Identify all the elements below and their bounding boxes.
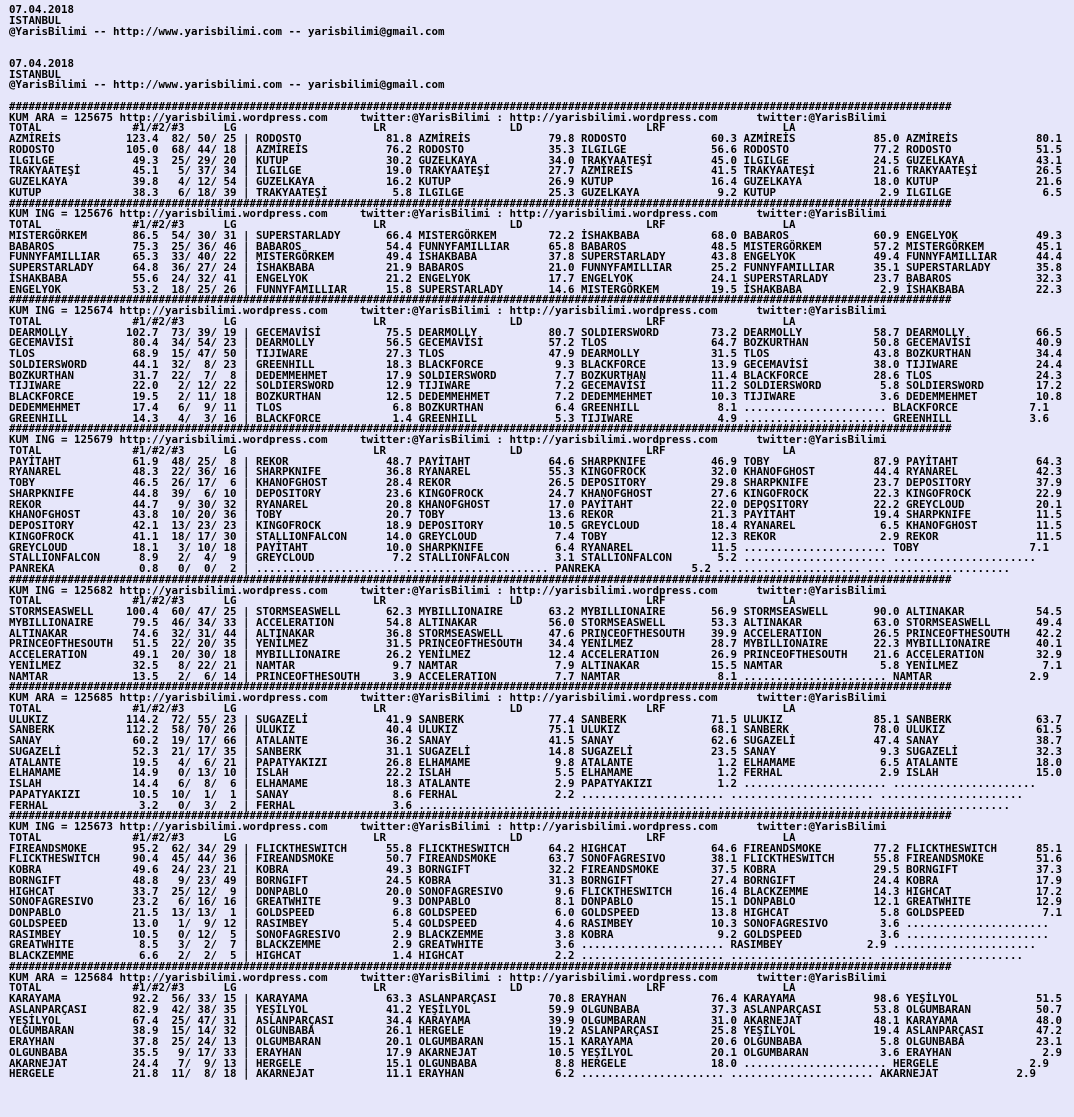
race-section [9,196,1074,296]
result-row: TLOS 68.9 15/ 47/ 50 | TIJIWARE 27.3 TLOS 47.9 DEARMOLLY 31.5 TLOS 43.8 BOZKURTHAN 34.4 [9,347,1063,360]
race-section [9,295,1074,424]
header-line: ISTANBUL [9,13,62,27]
result-row: FUNNYFAMILLIAR 65.3 33/ 40/ 22 | MISTERGÖRKEM 49.4 İSHAKBABA 37.8 SUPERSTARLADY 43.8 ENGELYOK 49.4 FUNNYFAMILLIAR 44.4 [9,250,1063,264]
separator-line: ################################################################################################################################################# [9,196,952,210]
result-row: GECEMAVİSİ 80.4 34/ 54/ 23 | DEARMOLLY 56.5 GECEMAVİSİ 57.2 TLOS 64.7 BOZKURTHAN 50.8 GECEMAVİSİ 40.9 [9,336,1063,350]
header-line: @YarisBilimi -- http://www.yarisbilimi.com -- yarisbilimi@gmail.com [9,78,445,92]
result-row: GOLDSPEED 13.0 1/ 9/ 12 | RASIMBEY 5.4 GOLDSPEED 4.6 RASIMBEY 10.3 SONOFAGRESIVO 3.6 ...................... [9,916,1050,930]
result-row: NAMTAR 13.5 2/ 6/ 14 | PRINCEOFTHESOUTH 3.9 ACCELERATION 7.7 NAMTAR 8.1 ...................... NAMTAR 2.9 [9,669,1050,683]
separator-line: ################################################################################################################################################# [9,809,952,823]
header-line [9,48,1074,59]
result-row: DONPABLO 21.5 13/ 13/ 1 | GOLDSPEED 6.8 GOLDSPEED 6.0 GOLDSPEED 13.8 HIGHCAT 5.8 GOLDSPEED 7.1 [9,906,1063,919]
race-title-line: KUM ARA = 125675 http://yarisbilimi.wordpress.com twitter:@YarisBilimi : http://yarisbilimi.wordpress.com twitter:@YarisBilimi [9,110,887,124]
race-title-line: KUM ARA = 125684 http://yarisbilimi.wordpress.com twitter:@YarisBilimi : http://yarisbilimi.wordpress.com twitter:@YarisBilimi [9,970,887,984]
result-row: RYANAREL 48.3 22/ 36/ 16 | SHARPKNIFE 36.8 RYANAREL 55.3 KINGOFROCK 32.0 KHANOFGHOST 44.4 RYANAREL 42.3 [9,465,1063,479]
race-title-line: KUM ING = 125679 http://yarisbilimi.wordpress.com twitter:@YarisBilimi : http://yarisbilimi.wordpress.com twitter:@YarisBilimi [9,433,887,446]
result-row: ELHAMAME 14.9 0/ 13/ 10 | ISLAH 22.2 ISLAH 5.5 ELHAMAME 1.2 FERHAL 2.9 ISLAH 15.0 [9,766,1063,780]
result-row: YEŞİLYOL 67.4 25/ 47/ 31 | ASLANPARÇASI 34.4 KARAYAMA 39.9 OLGUMBARAN 31.0 AKARNEJAT 48.1 KARAYAMA 48.0 [9,1013,1063,1027]
separator-line: ################################################################################################################################################# [9,293,952,307]
header-line: @YarisBilimi -- http://www.yarisbilimi.com -- yarisbilimi@gmail.com [9,24,445,38]
column-header-line: TOTAL #1/#2/#3 LG LR LD LRF LA [9,443,796,457]
header-line [9,37,1074,48]
result-row: DEDEMMEHMET 17.4 6/ 9/ 11 | TLOS 6.8 BOZKURTHAN 6.4 GREENHILL 8.1 ...................... BLACKFORCE 7.1 [9,400,1050,414]
race-title-line: KUM ING = 125673 http://yarisbilimi.wordpress.com twitter:@YarisBilimi : http://yarisbilimi.wordpress.com twitter:@YarisBilimi [9,820,887,833]
result-row: KARAYAMA 92.2 56/ 33/ 15 | KARAYAMA 63.3 ASLANPARÇASI 70.8 ERAYHAN 76.4 KARAYAMA 98.6 YEŞİLYOL 51.5 [9,992,1063,1005]
race-section [9,99,1074,199]
column-header-line: TOTAL #1/#2/#3 LG LR LD LRF LA [9,218,796,231]
result-row: TIJIWARE 22.0 2/ 12/ 22 | SOLDIERSWORD 12.9 TIJIWARE 7.2 GECEMAVİSİ 11.2 SOLDIERSWORD 5.8 SOLDIERSWORD 17.2 [9,379,1063,393]
result-row: RODOSTO 105.0 68/ 44/ 18 | AZMİREİS 76.2 RODOSTO 35.3 ILGILGE 56.6 RODOSTO 77.2 RODOSTO 51.5 [9,142,1063,156]
race-title-line: KUM ARA = 125685 http://yarisbilimi.wordpress.com twitter:@YarisBilimi : http://yarisbilimi.wordpress.com twitter:@YarisBilimi [9,691,887,704]
race-section [9,572,1074,683]
race-section [9,424,1074,575]
result-row: FLICKTHESWITCH 90.4 45/ 44/ 36 | FIREANDSMOKE 50.7 FIREANDSMOKE 63.7 SONOFAGRESIVO 38.1 FLICKTHESWITCH 55.8 FIREANDSMOKE 51.6 [9,852,1063,866]
result-row: GREENHILL 14.3 4/ 3/ 16 | BLACKFORCE 1.4 GREENHILL 5.3 TIJIWARE 4.9 ...................... GREENHILL 3.6 [9,411,1050,425]
result-row: PAPATYAKIZI 10.5 10/ 1/ 1 | SANAY 8.6 FERHAL 2.2 ...................... ...................... ...................... [9,787,1024,801]
separator-line: ################################################################################################################################################# [9,99,952,113]
result-row: ILGILGE 49.3 25/ 29/ 20 | KUTUP 30.2 GUZELKAYA 34.0 TRAKYAATEŞİ 45.0 ILGILGE 24.5 GUZELKAYA 43.1 [9,153,1063,167]
result-row: PAYİTAHT 61.9 48/ 25/ 8 | REKOR 48.7 PAYİTAHT 64.6 SHARPKNIFE 46.9 TOBY 87.9 PAYİTAHT 64.3 [9,454,1063,468]
result-row: STORMSEASWELL 100.4 60/ 47/ 25 | STORMSEASWELL 62.3 MYBILLIONAIRE 63.2 MYBILLIONAIRE 56.9 STORMSEASWELL 90.0 ALTINAKAR 54.5 [9,605,1063,618]
result-row: HERGELE 21.8 11/ 8/ 18 | AKARNEJAT 11.1 ERAYHAN 6.2 ...................... ...................... AKARNEJAT 2.9 [9,1067,1037,1081]
result-row: BLACKZEMME 6.6 2/ 2/ 5 | HIGHCAT 1.4 HIGHCAT 2.2 ...................... ...................... ...................... [9,949,1024,962]
result-row: GUZELKAYA 39.8 4/ 12/ 54 | GUZELKAYA 16.2 KUTUP 26.9 KUTUP 16.4 GUZELKAYA 18.0 KUTUP 21.6 [9,175,1063,188]
column-header-line: TOTAL #1/#2/#3 LG LR LD LRF LA [9,981,796,995]
result-row: BOZKURTHAN 31.7 22/ 7/ 8 | DEDEMMEHMET 17.9 SOLDIERSWORD 7.7 BOZKURTHAN 11.4 BLACKFORCE 28.6 TLOS 24.3 [9,368,1063,382]
race-section [9,959,1074,1081]
header-line: 07.04.2018 [9,3,75,16]
result-row: SOLDIERSWORD 44.1 32/ 8/ 23 | GREENHILL 18.3 BLACKFORCE 9.3 BLACKFORCE 13.9 GECEMAVİSİ 38.0 TIJIWARE 24.4 [9,357,1063,371]
result-row: FERHAL 3.2 0/ 3/ 2 | FERHAL 3.6 ...................... ...................... ...................... ...................... [9,798,1011,812]
race-title-line: KUM ING = 125676 http://yarisbilimi.wordpress.com twitter:@YarisBilimi : http://yarisbilimi.wordpress.com twitter:@YarisBilimi [9,207,887,221]
result-row: TRAKYAATEŞİ 45.1 5/ 37/ 34 | ILGILGE 19.0 TRAKYAATEŞİ 27.7 AZMİREİS 41.5 TRAKYAATEŞİ 21.6 TRAKYAATEŞİ 26.5 [9,164,1063,178]
result-row: RASIMBEY 10.5 0/ 12/ 5 | SONOFAGRESIVO 2.9 BLACKZEMME 3.8 KOBRA 9.2 GOLDSPEED 3.6 ...................... [9,927,1050,941]
result-row: SUGAZELİ 52.3 21/ 17/ 35 | SANBERK 31.1 SUGAZELİ 14.8 SUGAZELİ 23.5 SANAY 9.3 SUGAZELİ 32.3 [9,744,1063,758]
result-row: SONOFAGRESIVO 23.2 6/ 16/ 16 | GREATWHITE 9.3 DONPABLO 8.1 DONPABLO 15.1 DONPABLO 12.1 GREATWHITE 12.9 [9,895,1063,909]
result-row: HIGHCAT 33.7 25/ 12/ 9 | DONPABLO 20.0 SONOFAGRESIVO 9.6 FLICKTHESWITCH 16.4 BLACKZEMME 14.3 HIGHCAT 17.2 [9,884,1063,898]
race-title-line: KUM ING = 125682 http://yarisbilimi.wordpress.com twitter:@YarisBilimi : http://yarisbilimi.wordpress.com twitter:@YarisBilimi [9,583,887,597]
report-header [9,5,1074,102]
result-row: BABAROS 75.3 25/ 36/ 46 | BABAROS 54.4 FUNNYFAMILLIAR 65.8 BABAROS 48.5 MISTERGÖRKEM 57.2 MISTERGÖRKEM 45.1 [9,239,1063,253]
result-row: YENİLMEZ 32.5 8/ 22/ 21 | NAMTAR 9.7 NAMTAR 7.9 ALTINAKAR 15.5 NAMTAR 5.8 YENİLMEZ 7.1 [9,658,1063,672]
result-row: DEARMOLLY 102.7 73/ 39/ 19 | GECEMAVİSİ 75.5 DEARMOLLY 80.7 SOLDIERSWORD 73.2 DEARMOLLY 58.7 DEARMOLLY 66.5 [9,325,1063,339]
column-header-line: TOTAL #1/#2/#3 LG LR LD LRF LA [9,594,796,608]
result-row: SANAY 60.2 19/ 17/ 66 | ATALANTE 36.2 SANAY 41.5 SANAY 62.6 SUGAZELİ 47.4 SANAY 38.7 [9,734,1063,747]
column-header-line: TOTAL #1/#2/#3 LG LR LD LRF LA [9,830,796,844]
race-sections [9,99,1074,1081]
result-row: STALLIONFALCON 8.9 2/ 4/ 9 | GREYCLOUD 7.2 STALLIONFALCON 3.1 STALLIONFALCON 5.2 ...................... ...................... [9,551,1037,565]
race-section [9,682,1074,811]
result-row: GREATWHITE 8.5 3/ 2/ 7 | BLACKZEMME 2.9 GREATWHITE 3.6 ...................... RASIMBEY 2.9 ...................... [9,938,1037,952]
result-row: ERAYHAN 37.8 25/ 24/ 13 | OLGUMBARAN 20.1 OLGUMBARAN 15.1 KARAYAMA 20.6 OLGUNBABA 5.8 OLGUNBABA 23.1 [9,1035,1063,1048]
result-row: ENGELYOK 53.2 18/ 25/ 26 | FUNNYFAMILLIAR 15.8 SUPERSTARLADY 14.6 MISTERGÖRKEM 19.5 İSHAKBABA 2.9 İSHAKBABA 22.3 [9,282,1063,296]
result-row: ATALANTE 19.5 4/ 6/ 21 | PAPATYAKIZI 26.8 ELHAMAME 9.8 ATALANTE 1.2 ELHAMAME 6.5 ATALANTE 18.0 [9,755,1063,769]
result-row: İSHAKBABA 55.6 24/ 32/ 41 | ENGELYOK 21.2 ENGELYOK 17.7 ENGELYOK 24.1 SUPERSTARLADY 23.7 BABAROS 32.3 [9,271,1063,285]
separator-line: ################################################################################################################################################# [9,680,952,694]
result-row: PRINCEOFTHESOUTH 51.5 22/ 20/ 35 | YENİLMEZ 31.5 PRINCEOFTHESOUTH 34.4 YENİLMEZ 28.7 MYBILLIONAIRE 22.3 MYBILLIONAIRE 40.1 [9,637,1063,651]
result-row: ULUKIZ 114.2 72/ 55/ 23 | SUGAZELİ 41.9 SANBERK 77.4 SANBERK 71.5 ULUKIZ 85.1 SANBERK 63.7 [9,712,1063,726]
result-row: KUTUP 38.3 6/ 18/ 39 | TRAKYAATEŞİ 5.8 ILGILGE 25.3 GUZELKAYA 9.2 KUTUP 2.9 ILGILGE 6.5 [9,185,1063,199]
result-row: PANREKA 0.8 0/ 0/ 2 | ...................... ...................... PANREKA 5.2 ...................... ...................... [9,562,1011,575]
result-row: BLACKFORCE 19.5 2/ 11/ 18 | BOZKURTHAN 12.5 DEDEMMEHMET 7.2 DEDEMMEHMET 10.3 TIJIWARE 3.6 DEDEMMEHMET 10.8 [9,390,1063,403]
result-row: AZMİREİS 123.4 82/ 50/ 25 | RODOSTO 81.8 AZMİREİS 79.8 RODOSTO 60.3 AZMİREİS 85.0 AZMİREİS 80.1 [9,132,1063,145]
column-header-line: TOTAL #1/#2/#3 LG LR LD LRF LA [9,121,796,135]
result-row: ALTINAKAR 74.6 32/ 31/ 44 | ALTINAKAR 36.8 STORMSEASWELL 47.6 PRINCEOFTHESOUTH 39.9 ACCELERATION 26.5 PRINCEOFTHESOUTH 42.2 [9,626,1063,640]
result-row: KINGOFROCK 41.1 18/ 17/ 30 | STALLIONFALCON 14.0 GREYCLOUD 7.4 TOBY 12.3 REKOR 2.9 REKOR 11.5 [9,529,1063,543]
result-row: ISLAH 14.4 6/ 8/ 6 | ELHAMAME 18.3 ATALANTE 2.9 PAPATYAKIZI 1.2 ...................... ...................... [9,777,1037,790]
result-row: AKARNEJAT 24.4 7/ 9/ 13 | HERGELE 15.1 OLGUNBABA 8.8 HERGELE 18.0 ...................... HERGELE 2.9 [9,1056,1050,1070]
race-title-line: KUM ING = 125674 http://yarisbilimi.wordpress.com twitter:@YarisBilimi : http://yarisbilimi.wordpress.com twitter:@YarisBilimi [9,304,887,317]
result-row: SANBERK 112.2 58/ 70/ 26 | ULUKIZ 40.4 ULUKIZ 75.1 ULUKIZ 68.1 SANBERK 78.0 ULUKIZ 61.5 [9,723,1063,737]
result-row: TOBY 46.5 26/ 17/ 6 | KHANOFGHOST 28.4 REKOR 26.5 DEPOSITORY 29.8 SHARPKNIFE 23.7 DEPOSITORY 37.9 [9,476,1063,489]
result-row: ASLANPARÇASI 82.9 42/ 38/ 35 | YEŞİLYOL 41.2 YEŞİLYOL 59.9 OLGUNBABA 37.3 ASLANPARÇASI 53.8 OLGUMBARAN 50.7 [9,1002,1063,1016]
race-section [9,811,1074,962]
separator-line: ################################################################################################################################################# [9,572,952,586]
column-header-line: TOTAL #1/#2/#3 LG LR LD LRF LA [9,314,796,328]
result-row: OLGUMBARAN 38.9 15/ 14/ 32 | OLGUNBABA 26.1 HERGELE 19.2 ASLANPARÇASI 25.8 YEŞİLYOL 19.4 ASLANPARÇASI 47.2 [9,1024,1063,1038]
column-header-line: TOTAL #1/#2/#3 LG LR LD LRF LA [9,701,796,715]
result-row: GREYCLOUD 18.1 3/ 10/ 18 | PAYİTAHT 10.0 SHARPKNIFE 6.4 RYANAREL 11.5 ...................... TOBY 7.1 [9,540,1050,554]
result-row: FIREANDSMOKE 95.2 62/ 34/ 29 | FLICKTHESWITCH 55.8 FLICKTHESWITCH 64.2 HIGHCAT 64.6 FIREANDSMOKE 77.2 FLICKTHESWITCH 85.1 [9,841,1063,855]
result-row: MISTERGÖRKEM 86.5 54/ 30/ 31 | SUPERSTARLADY 66.4 MISTERGÖRKEM 72.2 İSHAKBABA 68.0 BABAROS 60.9 ENGELYOK 49.3 [9,228,1063,242]
header-line: 07.04.2018 [9,56,75,70]
separator-line: ################################################################################################################################################# [9,422,952,436]
result-row: MYBILLIONAIRE 79.5 46/ 34/ 33 | ACCELERATION 54.8 ALTINAKAR 56.0 STORMSEASWELL 53.3 ALTINAKAR 63.0 STORMSEASWELL 49.4 [9,615,1063,629]
result-row: KOBRA 49.6 24/ 23/ 21 | KOBRA 49.3 BORNGIFT 32.2 FIREANDSMOKE 37.5 KOBRA 29.5 BORNGIFT 37.3 [9,863,1063,876]
header-line: ISTANBUL [9,67,62,81]
result-row: REKOR 44.7 9/ 30/ 32 | RYANAREL 20.8 KHANOFGHOST 17.0 PAYİTAHT 22.0 DEPOSITORY 22.2 GREYCLOUD 20.1 [9,497,1063,511]
result-row: KHANOFGHOST 43.8 10/ 20/ 36 | TOBY 20.7 TOBY 13.6 REKOR 21.3 PAYİTAHT 19.4 SHARPKNIFE 11.5 [9,508,1063,522]
result-row: ACCELERATION 49.1 20/ 30/ 18 | MYBILLIONAIRE 26.2 YENİLMEZ 12.4 ACCELERATION 26.9 PRINCEOFTHESOUTH 21.6 ACCELERATION 32.9 [9,648,1063,661]
result-row: OLGUNBABA 35.5 9/ 17/ 33 | ERAYHAN 17.9 AKARNEJAT 10.5 YEŞİLYOL 20.1 OLGUMBARAN 3.6 ERAYHAN 2.9 [9,1045,1063,1059]
result-row: SHARPKNIFE 44.8 39/ 6/ 10 | DEPOSITORY 23.6 KINGOFROCK 24.7 KHANOFGHOST 27.6 KINGOFROCK 22.3 KINGOFROCK 22.9 [9,486,1063,500]
result-row: DEPOSITORY 42.1 13/ 23/ 23 | KINGOFROCK 18.9 DEPOSITORY 10.5 GREYCLOUD 18.4 RYANAREL 6.5 KHANOFGHOST 11.5 [9,519,1063,532]
result-row: BORNGIFT 48.8 9/ 23/ 49 | BORNGIFT 24.5 KOBRA 31.3 BORNGIFT 27.4 BORNGIFT 24.4 KOBRA 17.9 [9,873,1063,887]
result-row: SUPERSTARLADY 64.8 36/ 27/ 24 | İSHAKBABA 21.9 BABAROS 21.0 FUNNYFAMILLIAR 25.2 FUNNYFAMILLIAR 35.1 SUPERSTARLADY 35.8 [9,261,1063,274]
separator-line: ################################################################################################################################################# [9,959,952,973]
